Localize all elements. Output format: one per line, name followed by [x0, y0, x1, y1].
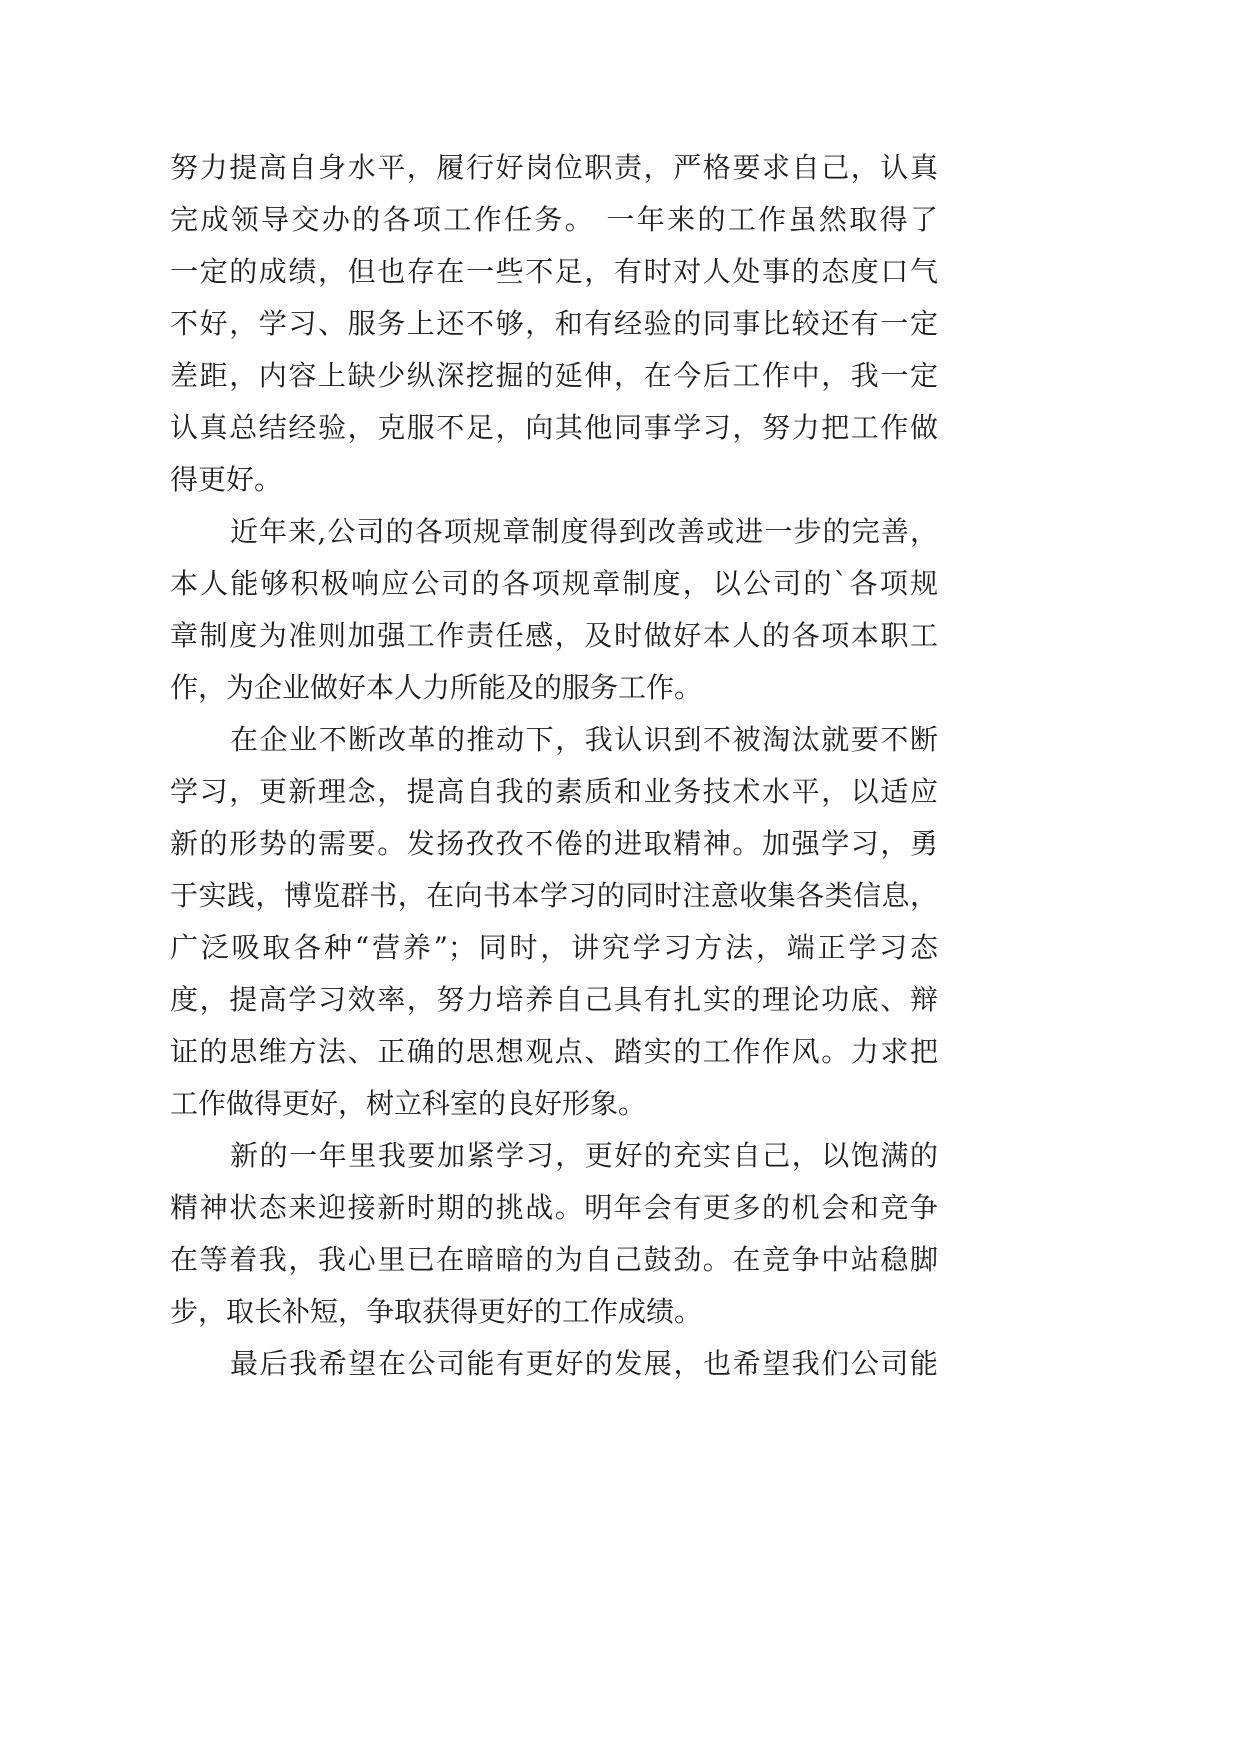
text-line: 新的一年里我要加紧学习，更好的充实自己，以饱满的 [230, 1139, 938, 1172]
text-line: 最后我希望在公司能有更好的发展，也希望我们公司能 [230, 1347, 938, 1380]
text-line: 完成领导交办的各项工作任务。 一年来的工作虽然取得了 [170, 203, 938, 236]
text-line: 差距，内容上缺少纵深挖掘的延伸，在今后工作中，我一定 [170, 359, 938, 392]
text-line: 精神状态来迎接新时期的挑战。明年会有更多的机会和竞争 [170, 1191, 938, 1224]
body-text [170, 142, 938, 1390]
text-line: 新的形势的需要。发扬孜孜不倦的进取精神。加强学习，勇 [170, 827, 938, 860]
text-line: 作，为企业做好本人力所能及的服务工作。 [170, 671, 703, 704]
text-line: 得更好。 [170, 463, 283, 496]
text-line: 广泛吸取各种“营养”；同时，讲究学习方法，端正学习态 [170, 931, 938, 964]
paragraph [170, 142, 938, 506]
text-line: 学习，更新理念，提高自我的素质和业务技术水平，以适应 [170, 775, 938, 808]
text-line: 本人能够积极响应公司的各项规章制度，以公司的`各项规 [170, 567, 938, 600]
text-line: 不好，学习、服务上还不够，和有经验的同事比较还有一定 [170, 307, 938, 340]
text-line: 努力提高自身水平，履行好岗位职责，严格要求自己，认真 [170, 151, 938, 184]
text-line: 在等着我，我心里已在暗暗的为自己鼓劲。在竞争中站稳脚 [170, 1243, 938, 1276]
text-line: 于实践，博览群书，在向书本学习的同时注意收集各类信息， [170, 879, 938, 912]
text-line: 度，提高学习效率，努力培养自己具有扎实的理论功底、辩 [170, 983, 938, 1016]
text-line: 近年来,公司的各项规章制度得到改善或进一步的完善， [230, 515, 938, 548]
text-line: 章制度为准则加强工作责任感，及时做好本人的各项本职工 [170, 619, 938, 652]
paragraph [170, 1130, 938, 1338]
paragraph [170, 714, 938, 1130]
paragraph [170, 506, 938, 714]
text-line: 一定的成绩，但也存在一些不足，有时对人处事的态度口气 [170, 255, 938, 288]
text-line: 步，取长补短，争取获得更好的工作成绩。 [170, 1295, 703, 1328]
text-line: 在企业不断改革的推动下，我认识到不被淘汰就要不断 [230, 723, 938, 756]
text-line: 工作做得更好，树立科室的良好形象。 [170, 1087, 647, 1120]
text-line: 证的思维方法、正确的思想观点、踏实的工作作风。力求把 [170, 1035, 938, 1068]
paragraph [170, 1338, 938, 1390]
text-line: 认真总结经验，克服不足，向其他同事学习，努力把工作做 [170, 411, 938, 444]
